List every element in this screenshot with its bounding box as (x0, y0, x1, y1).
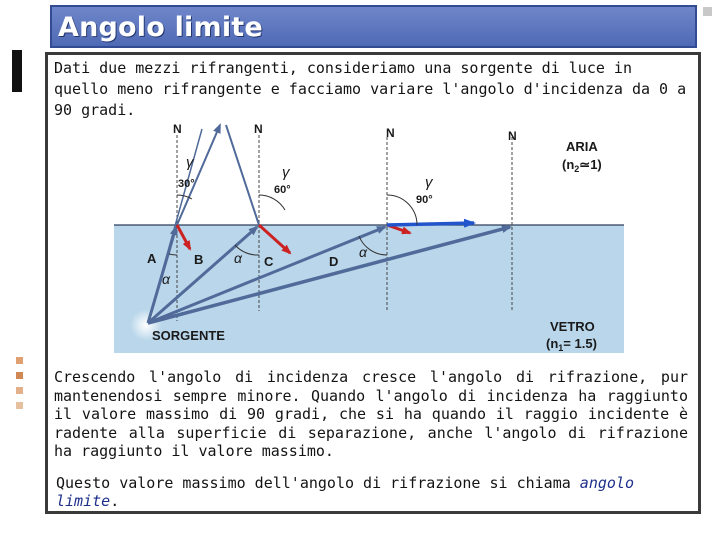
diagram-svg (114, 121, 624, 353)
alpha-label-3: α (359, 244, 367, 260)
glass-index: $(n_1= 1.5)$ (546, 336, 597, 353)
conclusion-prefix: Questo valore massimo dell'angolo di rifrazione si chiama (56, 474, 580, 492)
ray-label-a: A (147, 251, 157, 266)
ray-label-b: B (194, 252, 204, 267)
page-title: Angolo limite (58, 12, 263, 43)
air-label: ARIA (566, 139, 598, 154)
gamma-label-1: γ (186, 154, 194, 171)
air-index: $(n_2≃1)$ (562, 157, 602, 174)
gamma-label-2: γ (282, 164, 290, 181)
normal-label-3: N (386, 126, 395, 140)
grazing-ray (387, 223, 474, 225)
gamma-label-3: γ (425, 174, 433, 191)
angle-90: 90° (416, 194, 433, 206)
normal-label-1: N (173, 122, 182, 136)
ray-label-c: C (264, 254, 274, 269)
critical-angle-term: angolo limite (56, 474, 634, 510)
alpha-label-2: α (234, 250, 242, 266)
conclusion-paragraph (56, 474, 696, 510)
normal-label-2: N (254, 122, 263, 136)
title-bar (50, 5, 697, 48)
conclusion-suffix: . (110, 492, 120, 510)
ray-label-d: D (329, 254, 339, 269)
decorative-bar (12, 50, 22, 92)
source-label: SORGENTE (152, 328, 225, 343)
alpha-label-1: α (162, 271, 170, 287)
intro-paragraph: Dati due mezzi rifrangenti, consideriamo una sorgente di luce in quello meno rifrangente e facciamo variare l'angolo d'incidenza da 0 a 90 gradi. (54, 59, 687, 119)
angle-30: 30° (178, 178, 195, 190)
explanation-paragraph: Crescendo l'angolo di incidenza cresce l'angolo di rifrazione, pur mantenendosi sempre minore. Quando l'angolo di incidenza ha raggiunto il valore massimo di 90 gradi, che si ha quando il raggio incidente è radente alla superficie di separazione, anche l'angolo di rifrazione ha raggiunto il valore massimo. (54, 368, 688, 460)
normal-label-4: N (508, 129, 517, 143)
glass-label: VETRO (550, 319, 595, 334)
angle-60: 60° (274, 184, 291, 196)
critical-angle-diagram (114, 121, 624, 353)
